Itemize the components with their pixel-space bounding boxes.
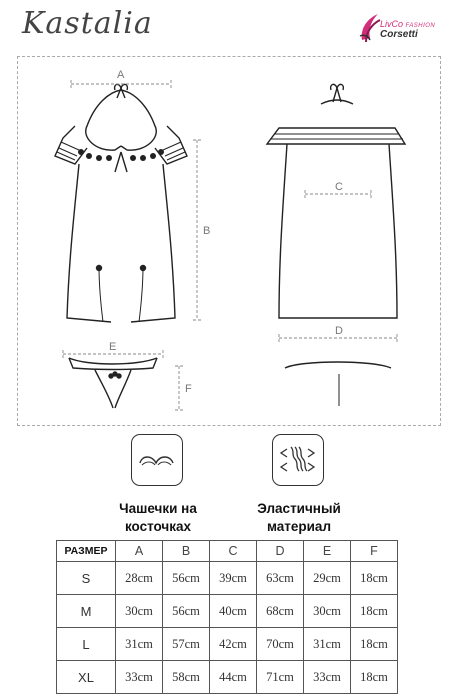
dimension-label-a: A: [117, 69, 125, 81]
dimension-label-d: D: [335, 325, 343, 337]
table-cell: 18cm: [351, 628, 398, 661]
dimension-label-f: F: [185, 383, 192, 395]
logo-swirl-icon: [358, 10, 382, 44]
table-cell: 18cm: [351, 595, 398, 628]
dimension-lines: [63, 80, 397, 410]
table-cell: 33cm: [304, 661, 351, 694]
table-cell: 33cm: [116, 661, 163, 694]
column-header-a: A: [116, 541, 163, 562]
feature-label-underwire: Чашечки на косточках: [119, 501, 197, 534]
column-header-b: B: [163, 541, 210, 562]
table-cell: 39cm: [210, 562, 257, 595]
table-cell: 56cm: [163, 562, 210, 595]
table-cell: 18cm: [351, 562, 398, 595]
underwire-cups-icon: [131, 434, 183, 486]
column-header-d: D: [257, 541, 304, 562]
logo-text-top: LivCo FASHION: [380, 19, 436, 29]
back-chemise-drawing: [267, 84, 405, 318]
table-cell: 57cm: [163, 628, 210, 661]
table-cell: 31cm: [304, 628, 351, 661]
panty-front-drawing: [69, 358, 157, 408]
table-row: [57, 661, 398, 694]
dimension-label-c: C: [335, 181, 343, 193]
column-header-f: F: [351, 541, 398, 562]
table-cell: 31cm: [116, 628, 163, 661]
size-table: [56, 540, 398, 694]
table-row: [57, 562, 398, 595]
dimension-label-b: B: [203, 225, 211, 237]
table-cell: 68cm: [257, 595, 304, 628]
table-cell: 30cm: [116, 595, 163, 628]
front-chemise-drawing: [55, 84, 187, 322]
size-cell: S: [57, 562, 116, 595]
table-cell: 28cm: [116, 562, 163, 595]
table-cell: 71cm: [257, 661, 304, 694]
table-cell: 56cm: [163, 595, 210, 628]
table-cell: 29cm: [304, 562, 351, 595]
table-cell: 70cm: [257, 628, 304, 661]
logo-text-bottom: Corsetti: [380, 29, 418, 40]
garment-diagram: [17, 56, 441, 426]
panty-back-drawing: [285, 362, 391, 406]
size-cell: XL: [57, 661, 116, 694]
table-cell: 63cm: [257, 562, 304, 595]
table-cell: 58cm: [163, 661, 210, 694]
column-header-e: E: [304, 541, 351, 562]
size-cell: L: [57, 628, 116, 661]
brand-logo: [358, 10, 438, 46]
table-row: [57, 595, 398, 628]
table-cell: 44cm: [210, 661, 257, 694]
column-header-c: C: [210, 541, 257, 562]
product-title: Kastalia: [22, 6, 153, 41]
dimension-label-e: E: [109, 341, 117, 353]
elastic-material-icon: [272, 434, 324, 486]
table-row: [57, 628, 398, 661]
size-table-header: [57, 541, 398, 562]
table-cell: 42cm: [210, 628, 257, 661]
table-cell: 40cm: [210, 595, 257, 628]
size-cell: M: [57, 595, 116, 628]
column-header-size: РАЗМЕР: [57, 541, 116, 562]
table-cell: 30cm: [304, 595, 351, 628]
feature-label-elastic: Эластичный материал: [257, 501, 341, 534]
table-cell: 18cm: [351, 661, 398, 694]
